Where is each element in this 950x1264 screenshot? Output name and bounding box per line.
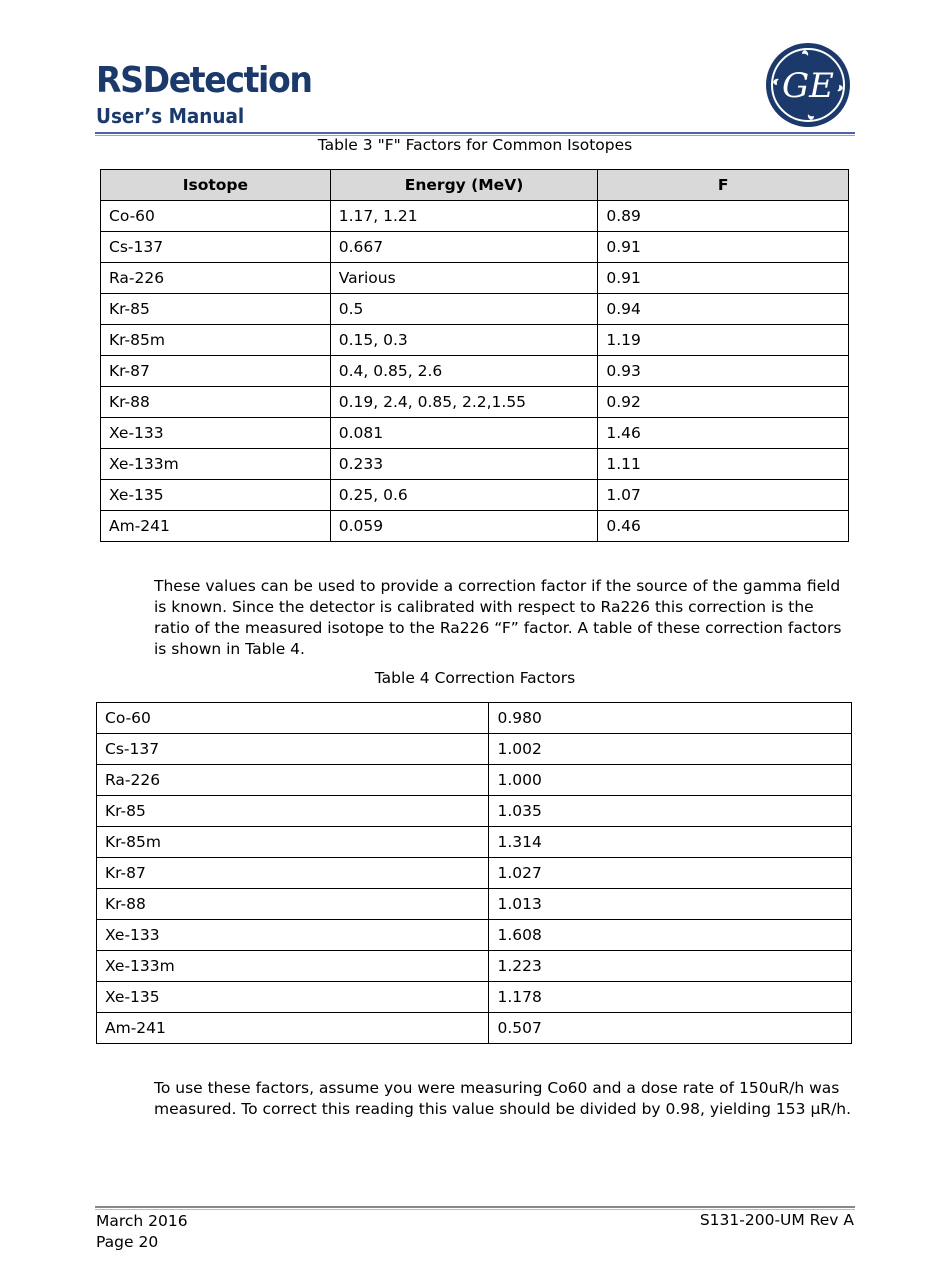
table-cell: 0.4, 0.85, 2.6 [330, 356, 598, 387]
table-cell: Cs-137 [97, 734, 489, 765]
table-cell: Kr-85 [97, 796, 489, 827]
table-row [97, 951, 852, 982]
table-cell: 0.081 [330, 418, 598, 449]
table-row [97, 982, 852, 1013]
table-cell: Xe-133m [101, 449, 331, 480]
table-cell: Xe-133m [97, 951, 489, 982]
table-cell: 1.07 [598, 480, 849, 511]
paragraph-usage-example: To use these factors, assume you were measuring Co60 and a dose rate of 150uR/h was measured. To correct this reading this value should be divided by 0.98, yielding 153 μR/h. [154, 1079, 852, 1118]
ge-logo-icon [765, 42, 851, 128]
table-cell: 0.25, 0.6 [330, 480, 598, 511]
table-cell: Kr-88 [101, 387, 331, 418]
table-cell: Kr-87 [97, 858, 489, 889]
header-rule [95, 132, 855, 134]
table-cell: 0.19, 2.4, 0.85, 2.2,1.55 [330, 387, 598, 418]
column-header: F [598, 170, 849, 201]
document-subtitle: User’s Manual [96, 104, 245, 128]
table-cell: 1.035 [489, 796, 852, 827]
table-cell: Ra-226 [97, 765, 489, 796]
table-cell: Xe-135 [97, 982, 489, 1013]
column-header: Isotope [101, 170, 331, 201]
table-cell: 0.91 [598, 232, 849, 263]
table-cell: 0.5 [330, 294, 598, 325]
table-cell: 0.507 [489, 1013, 852, 1044]
footer-rule [95, 1206, 855, 1208]
table-cell: 1.013 [489, 889, 852, 920]
table-row [101, 387, 849, 418]
table-cell: 0.667 [330, 232, 598, 263]
column-header: Energy (MeV) [330, 170, 598, 201]
table-cell: Xe-133 [101, 418, 331, 449]
document-title: RSDetection [96, 60, 312, 101]
paragraph-correction-intro: These values can be used to provide a correction factor if the source of the gamma field is known. Since the detector is calibrated with respect to Ra226 this correction is the ratio of the measured isotope to the Ra226 “F” factor. A table of these correction factors is shown in Table 4. [154, 577, 842, 658]
footer-rule-secondary [95, 1209, 855, 1210]
table4-caption: Table 4 Correction Factors [374, 669, 576, 687]
table-cell: 0.15, 0.3 [330, 325, 598, 356]
logo-text: GE [782, 66, 834, 106]
table-cell: Am-241 [97, 1013, 489, 1044]
table-cell: 0.89 [598, 201, 849, 232]
table-row [97, 1013, 852, 1044]
table-cell: Kr-85m [97, 827, 489, 858]
table-cell: Kr-85 [101, 294, 331, 325]
table-row [101, 356, 849, 387]
table-cell: 0.92 [598, 387, 849, 418]
table-row [97, 889, 852, 920]
table-row [97, 734, 852, 765]
table-cell: Kr-88 [97, 889, 489, 920]
table-row [97, 858, 852, 889]
table-cell: Cs-137 [101, 232, 331, 263]
table-cell: 0.233 [330, 449, 598, 480]
table-row [101, 232, 849, 263]
table-cell: Co-60 [101, 201, 331, 232]
footer-date: March 2016 [96, 1212, 188, 1230]
table-cell: Ra-226 [101, 263, 331, 294]
table-cell: 1.608 [489, 920, 852, 951]
table-cell: Xe-135 [101, 480, 331, 511]
table-row [101, 449, 849, 480]
table-cell: 0.059 [330, 511, 598, 542]
table-cell: Kr-85m [101, 325, 331, 356]
table-cell: 0.46 [598, 511, 849, 542]
table-cell: Am-241 [101, 511, 331, 542]
table-cell: Various [330, 263, 598, 294]
table-cell: 1.314 [489, 827, 852, 858]
table-cell: Co-60 [97, 703, 489, 734]
table-row [101, 201, 849, 232]
table-cell: 1.46 [598, 418, 849, 449]
table-cell: Xe-133 [97, 920, 489, 951]
table-cell: 1.17, 1.21 [330, 201, 598, 232]
table-row [101, 294, 849, 325]
table-cell: Kr-87 [101, 356, 331, 387]
table-cell: 1.000 [489, 765, 852, 796]
table-cell: 1.19 [598, 325, 849, 356]
table-row [101, 263, 849, 294]
document-id: S131-200-UM Rev A [699, 1211, 854, 1229]
table-cell: 1.027 [489, 858, 852, 889]
table-row [101, 418, 849, 449]
table-row [101, 511, 849, 542]
table-cell: 1.223 [489, 951, 852, 982]
table3-caption: Table 3 "F" Factors for Common Isotopes [317, 136, 633, 154]
footer-left [96, 1211, 188, 1253]
table-cell: 0.93 [598, 356, 849, 387]
table-row [97, 796, 852, 827]
table-row [101, 480, 849, 511]
table-row [97, 765, 852, 796]
table-row [101, 325, 849, 356]
page-number: Page 20 [96, 1233, 159, 1251]
table-row [97, 827, 852, 858]
correction-factors-table [96, 702, 852, 1044]
table-cell: 1.11 [598, 449, 849, 480]
table-cell: 1.178 [489, 982, 852, 1013]
table-cell: 0.980 [489, 703, 852, 734]
table-row [97, 703, 852, 734]
table-cell: 0.91 [598, 263, 849, 294]
table-row [97, 920, 852, 951]
table-cell: 0.94 [598, 294, 849, 325]
table-cell: 1.002 [489, 734, 852, 765]
f-factors-table [100, 169, 849, 542]
